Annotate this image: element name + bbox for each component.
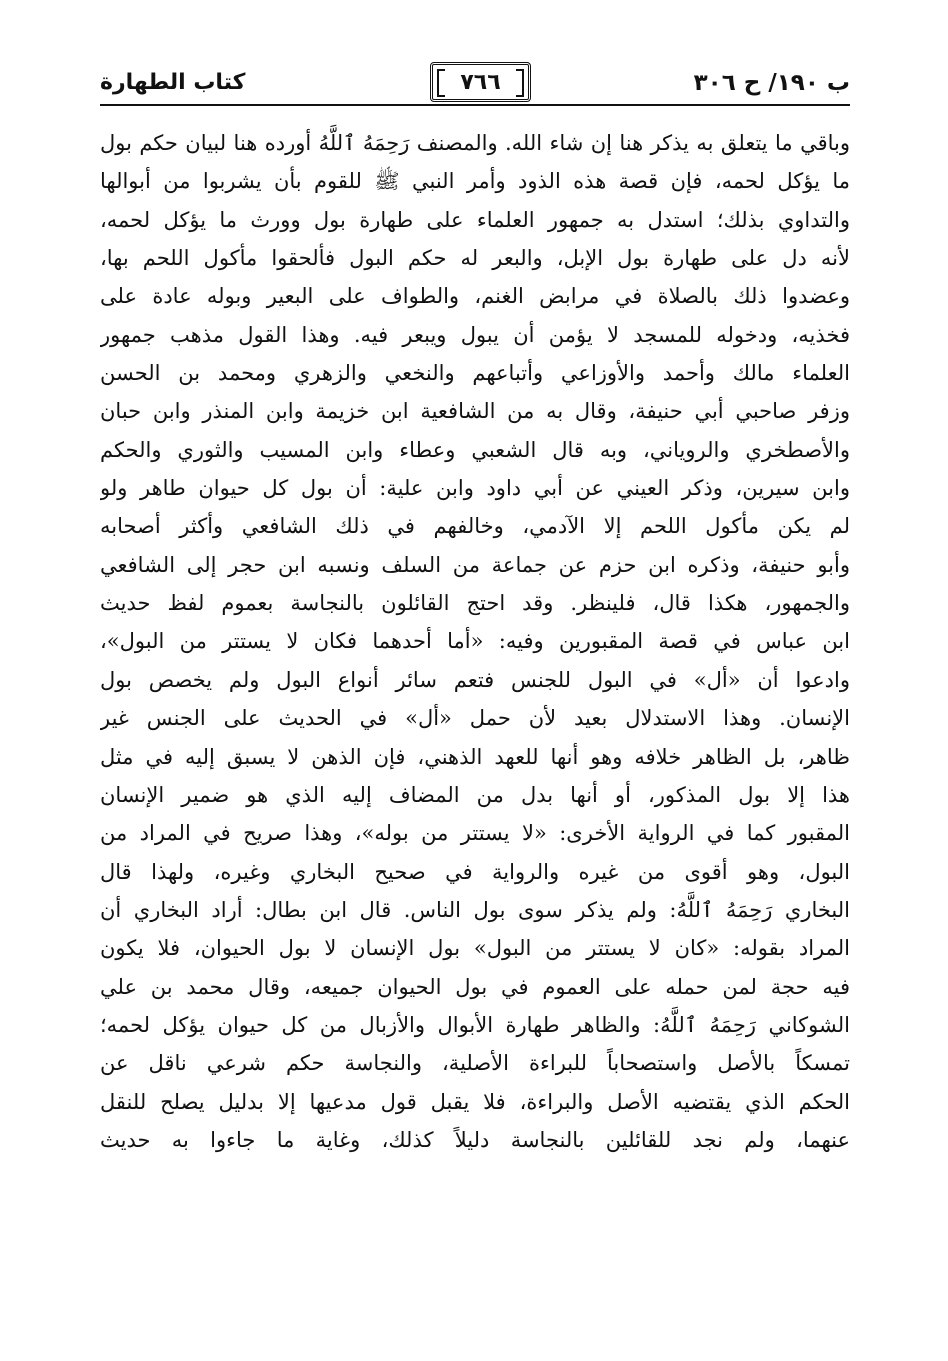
text-line: لأنه دل على طهارة بول الإبل، والبعر له حكم البول فألحقوا مأكول اللحم بها، [100,246,850,271]
text-line: عنهما، ولم نجد للقائلين بالنجاسة دليلاً كذلك، وغاية ما جاءوا به حديث [100,1127,850,1152]
text-line: البخاري رَحِمَهُ ٱللَّهُ: ولم يذكر سوى بول الناس. قال ابن بطال: أراد البخاري أن [100,897,850,922]
page-number [430,62,531,102]
text-line: وباقي ما يتعلق به يذكر هنا إن شاء الله. والمصنف رَحِمَهُ ٱللَّهُ أورده هنا لبيان حكم بول [100,131,850,155]
text-line: فيه حجة لمن حمله على العموم في بول الحيوان جميعه، وقال محمد بن علي [100,974,850,999]
hadith-reference: ب ١٩٠/ ح ٣٠٦ [693,70,850,96]
body-text [100,124,850,1159]
text-line: فخذيه، ودخوله للمسجد لا يؤمن أن يبول ويبعر فيه. وهذا القول مذهب جمهور [100,322,850,347]
text-line: والتداوي بذلك؛ استدل به جمهور العلماء على طهارة بول وورث ما يؤكل لحمه، [100,207,850,232]
text-line: وأبو حنيفة، وذكره ابن حزم عن جماعة من السلف ونسبه ابن حجر إلى الشافعي [100,552,850,577]
text-line: المراد بقوله: «كان لا يستتر من البول» بول الإنسان لا بول الحيوان، فلا يكون [100,936,850,961]
text-line: هذا إلا بول المذكور، أو أنها بدل من المضاف إليه الذي هو ضمير الإنسان [100,782,850,807]
text-line: ابن عباس في قصة المقبورين وفيه: «أما أحدهما فكان لا يستتر من البول»، [100,629,850,654]
book-title: كتاب الطهارة [100,70,246,95]
text-line: المقبور كما في الرواية الأخرى: «لا يستتر من بوله»، وهذا صريح في المراد من [100,821,850,846]
text-line: والجمهور، هكذا قال، فلينظر. وقد احتج القائلون بالنجاسة بعموم لفظ حديث [100,591,850,616]
page-header [100,62,850,102]
text-line: وادعوا أن «أل» في البول للجنس فتعم سائر أنواع البول ولم يخصص بول [100,667,850,692]
text-line: لم يكن مأكول اللحم إلا الآدمي، وخالفهم في ذلك الشافعي وأكثر أصحابه [100,514,850,539]
text-line: العلماء مالك وأحمد والأوزاعي وأتباعهم والنخعي والزهري ومحمد بن الحسن [100,361,850,386]
text-line: الإنسان. وهذا الاستدلال بعيد لأن حمل «أل» في الحديث على الجنس غير [100,706,850,731]
text-line: والأصطخري والروياني، وبه قال الشعبي وعطاء وابن المسيب والثوري والحكم [100,437,850,462]
text-line: الحكم الذي يقتضيه الأصل والبراءة، فلا يقبل قول مدعيها إلا بدليل يصلح للنقل [100,1089,850,1114]
text-line: وعضدوا ذلك بالصلاة في مرابض الغنم، والطواف على البعير وبوله عادة على [100,284,850,309]
header-divider [100,104,850,106]
text-line: وزفر صاحبي أبي حنيفة، وقال به من الشافعية ابن خزيمة وابن المنذر وابن حبان [100,399,850,424]
text-line: تمسكاً بالأصل واستصحاباً للبراءة الأصلية، والنجاسة حكم شرعي ناقل عن [100,1051,850,1076]
page-number-text: ٧٦٦ [460,69,501,95]
text-line: وابن سيرين، وذكر العيني عن أبي داود وابن علية: أن بول كل حيوان طاهر ولو [100,476,850,501]
text-line: الشوكاني رَحِمَهُ ٱللَّهُ: والظاهر طهارة الأبوال والأزبال من كل حيوان يؤكل لحمه؛ [100,1012,850,1037]
text-line: ظاهر، بل الظاهر خلافه وهو أنها للعهد الذهني، فإن الذهن لا يسبق إليه في مثل [100,744,850,769]
text-line: ما يؤكل لحمه، فإن قصة هذه الذود وأمر النبي ﷺ للقوم بأن يشربوا من أبوالها [100,169,850,194]
text-line: البول، وهو أقوى من غيره والرواية في صحيح البخاري وغيره، ولهذا قال [100,859,850,884]
